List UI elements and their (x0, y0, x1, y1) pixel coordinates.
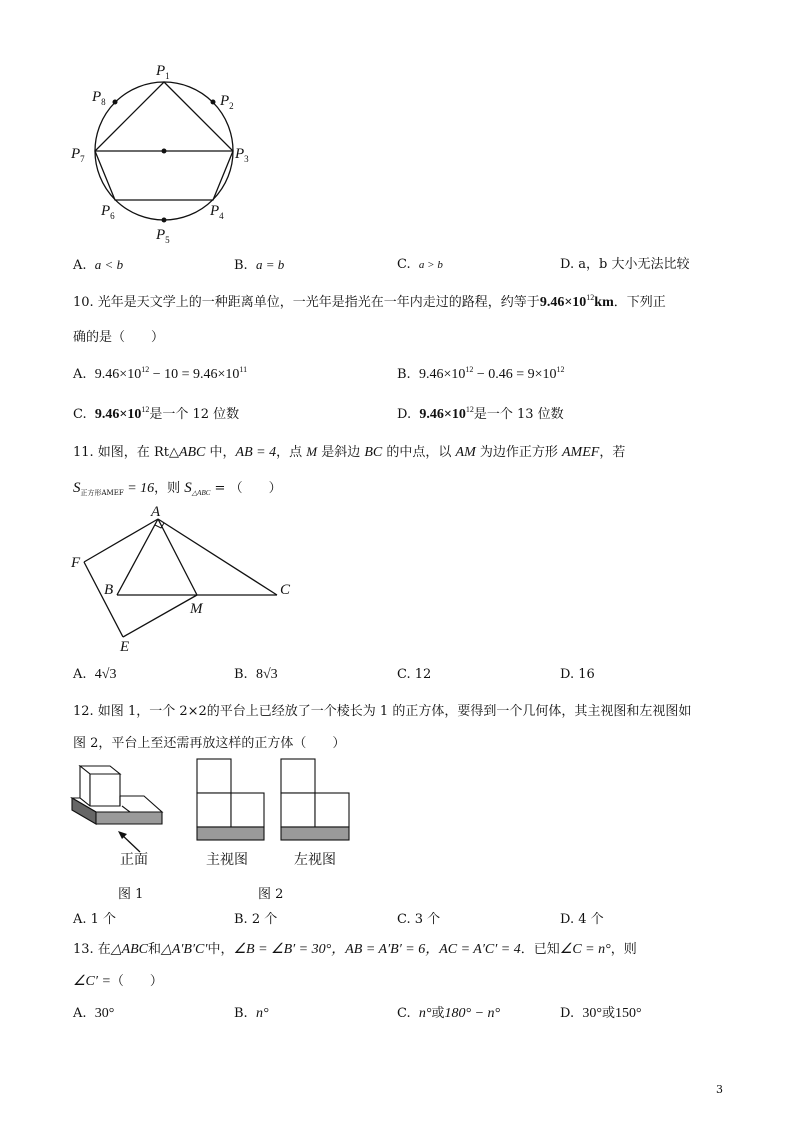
q12-fig1-caption: 图 1 (118, 887, 144, 902)
option-text: 4√3 (94, 667, 117, 682)
option-or: 或 (431, 1006, 445, 1021)
q12-left-view-label: 左视图 (294, 852, 336, 868)
q12-stem-line2: 图 2，平台上至还需再放这样的正方体（ ） (73, 736, 346, 751)
q10-option-c[interactable] (73, 405, 240, 422)
option-letter: B. (234, 1006, 248, 1021)
option-text: a < b (94, 257, 124, 272)
option-text: a，b 大小无法比较 (578, 257, 690, 272)
q10-option-d[interactable] (397, 405, 564, 422)
q11-option-c[interactable] (397, 668, 431, 681)
q10-option-b[interactable] (397, 365, 565, 382)
option-letter: D. (560, 257, 575, 272)
label-p8: $P_8$ (92, 89, 106, 107)
p8-dot (113, 100, 118, 105)
q12-figure1-solid (66, 760, 176, 855)
label-c: C (280, 582, 291, 598)
option-text: 9.46×10 (419, 407, 466, 422)
label-p1: $P_1$ (156, 63, 170, 81)
option-text2: 150° (614, 1006, 642, 1021)
label-p7: $P_7$ (71, 146, 85, 164)
q13-stem-line2: ∠C′ =（ ） (73, 974, 163, 989)
q12-option-a[interactable]: A. 1 个 (73, 912, 117, 927)
q12-stem-line1: 12. 如图 1，一个 2×2的平台上已经放了一个棱长为 1 的正方体，要得到一个几何体，其主视图和左视图如 (73, 704, 692, 719)
q10-tail: ．下列正 (613, 295, 666, 310)
option-letter: C. (397, 257, 411, 272)
p5-dot (162, 218, 167, 223)
q10-stem-line1 (73, 293, 666, 310)
option-text: a > b (418, 259, 443, 271)
option-text: 12 (414, 667, 432, 682)
option-exp: 12 (141, 405, 150, 414)
q12-main-view (196, 758, 266, 842)
q11-option-a[interactable] (73, 668, 116, 682)
q9-circle-figure (60, 55, 280, 245)
label-b: B (104, 582, 114, 598)
option-text: $9.46\times 10^{12} - 10 = 9.46\times 10^{11}$ (94, 365, 248, 382)
option-letter: C. (397, 1006, 411, 1021)
q13-stem-line1: 13. 在△ABC和△A′B′C′中，∠B = ∠B′ = 30°，AB = A′B′ = 6，AC = A′C′ = 4．已知∠C = n°，则 (73, 942, 637, 957)
option-letter: B. (234, 667, 248, 682)
option-letter: C. (397, 667, 411, 682)
label-f: F (71, 555, 81, 571)
q13-option-d[interactable] (560, 1007, 642, 1021)
q12-fig2-caption: 图 2 (258, 887, 284, 902)
q10-unit: km (594, 295, 614, 310)
option-letter: A. (73, 258, 87, 273)
option-text2: 180° − n° (444, 1006, 501, 1021)
label-e: E (120, 639, 130, 655)
option-letter: D. (560, 667, 575, 682)
q9-option-c[interactable] (397, 258, 443, 271)
option-letter: A. (73, 367, 87, 382)
q12-option-c[interactable]: C. 3 个 (397, 912, 441, 927)
q12-option-b[interactable]: B. 2 个 (234, 912, 278, 927)
option-letter: C. (73, 407, 87, 422)
q12-front-label: 正面 (120, 852, 148, 868)
option-letter: A. (73, 1006, 87, 1021)
label-p4: $P_4$ (210, 203, 224, 221)
option-text: 8√3 (255, 667, 278, 682)
q10-value: 9.46×10 (539, 295, 587, 310)
seg-am (158, 519, 197, 595)
label-p2: $P_2$ (220, 93, 234, 111)
option-letter: D. (560, 1006, 575, 1021)
seg-em (123, 595, 197, 637)
p2-dot (211, 100, 216, 105)
q10-exp: 12 (586, 293, 595, 302)
label-p3: $P_3$ (235, 146, 249, 164)
q13-option-b[interactable] (234, 1007, 269, 1021)
q9-option-a[interactable] (73, 258, 123, 272)
label-a: A (151, 505, 161, 520)
q11-triangle-figure (70, 505, 310, 655)
seg-fe (84, 562, 123, 637)
label-p6: $P_6$ (101, 203, 115, 221)
q9-option-d[interactable] (560, 258, 689, 271)
q10-text: 10. 光年是天文学上的一种距离单位，一光年是指光在一年内走过的路程，约等于 (73, 295, 540, 310)
seg-ac (158, 519, 277, 595)
label-p5: $P_5$ (156, 227, 170, 245)
option-text: n° (418, 1006, 432, 1021)
option-letter: B. (397, 367, 411, 382)
option-text: a = b (255, 257, 285, 272)
q10-stem-line2 (73, 331, 164, 344)
q11-stem-line1: 11. 如图，在 Rt△ABC 中，AB = 4，点 M 是斜边 BC 的中点，以 AM 为边作正方形 AMEF，若 (73, 444, 626, 460)
q12-option-d[interactable]: D. 4 个 (560, 912, 604, 927)
q10-option-a[interactable] (73, 365, 248, 382)
option-text: 9.46×10 (94, 407, 142, 422)
option-letter: A. (73, 667, 87, 682)
label-m: M (190, 601, 203, 617)
option-text-tail: 是一个 13 位数 (473, 407, 564, 422)
option-letter: D. (397, 407, 412, 422)
page-number: 3 (716, 1083, 723, 1096)
q13-option-c[interactable] (397, 1007, 500, 1021)
q12-left-view (280, 758, 352, 842)
option-exp: 12 (465, 405, 474, 414)
q13-option-a[interactable] (73, 1007, 114, 1021)
q11-option-b[interactable] (234, 668, 278, 682)
cube-side-face (90, 774, 120, 806)
platform-side (96, 812, 162, 824)
option-letter: B. (234, 258, 248, 273)
option-text: 30° (582, 1006, 602, 1021)
option-text: n° (255, 1006, 269, 1021)
q11-option-d[interactable] (560, 668, 595, 681)
q12-main-view-label: 主视图 (206, 852, 248, 868)
option-text: $9.46\times 10^{12} - 0.46 = 9\times 10^{12}$ (418, 365, 565, 382)
option-or: 或 (601, 1006, 615, 1021)
q9-option-b[interactable] (234, 258, 284, 272)
option-text-tail: 是一个 12 位数 (149, 407, 240, 422)
center-dot (162, 149, 167, 154)
option-text: 16 (578, 667, 595, 682)
q10-text2: 确的是（ ） (73, 330, 165, 345)
option-text: 30° (94, 1006, 115, 1021)
q11-stem-line2: $S_{正方形AMEF} = 16$，则 $S_{\triangle ABC}$ = （ ） (73, 480, 282, 497)
